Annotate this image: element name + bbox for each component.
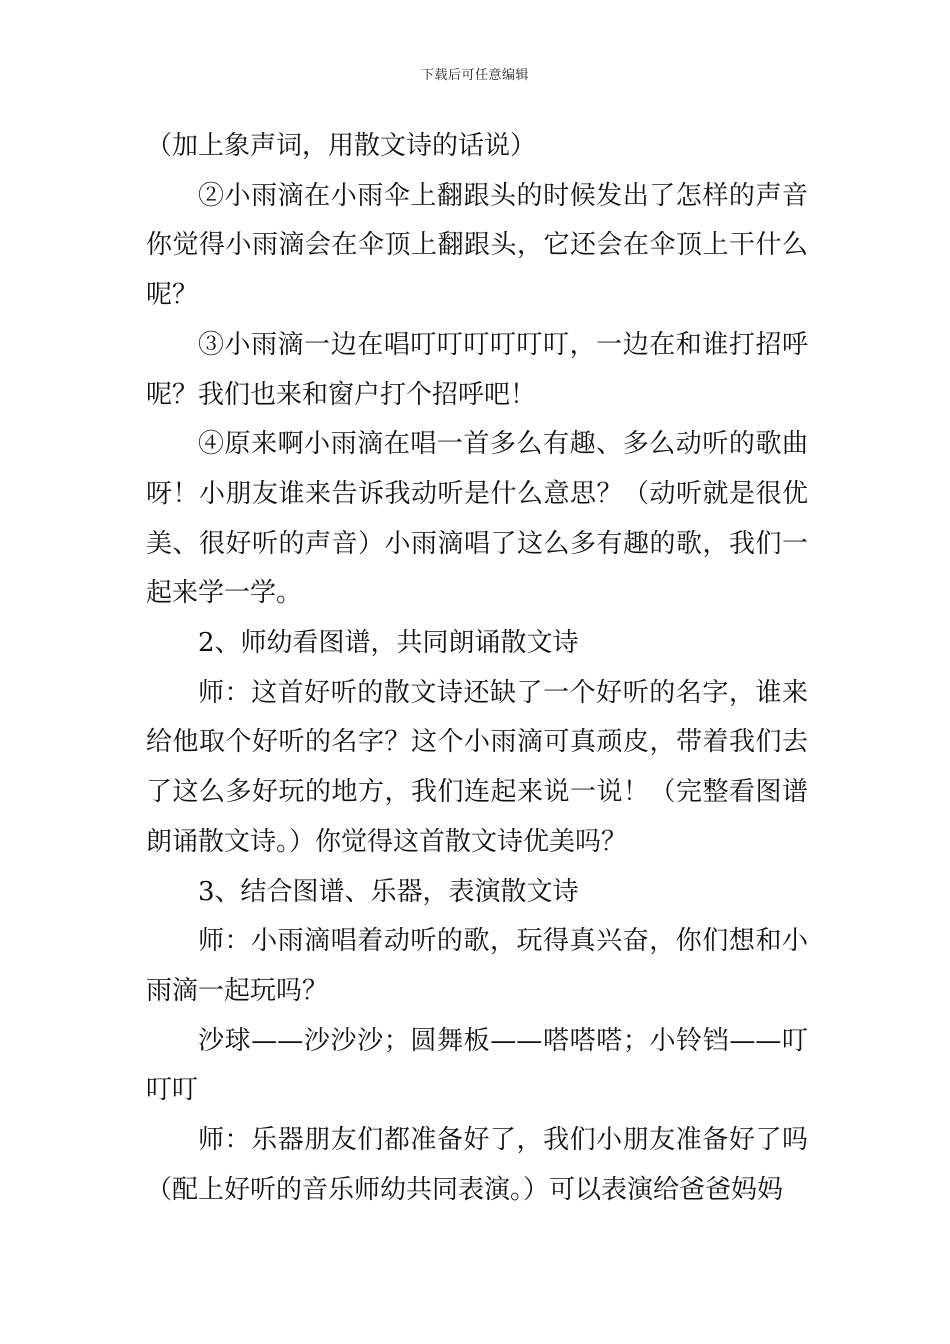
section-heading-3: 3、结合图谱、乐器，表演散文诗: [198, 876, 579, 907]
paragraph-4: ④原来啊小雨滴在唱一首多么有趣、多么动听的歌曲呀！小朋友谁来告诉我动听是什么意思？（动听就是很优美、很好听的声音）小雨滴唱了这么多有趣的歌，我们一起来学一学。: [146, 429, 808, 609]
paragraph-8: 师：小雨滴唱着动听的歌，玩得真兴奋，你们想和小雨滴一起玩吗？: [146, 926, 808, 1006]
paragraph-6: 师：这首好听的散文诗还缺了一个好听的名字，谁来给他取个好听的名字？这个小雨滴可真顽皮，带着我们去了这么多好玩的地方，我们连起来说一说！（完整看图谱朗诵散文诗。）你觉得这首散文诗优美吗？: [146, 677, 808, 857]
paragraph-9: 沙球——沙沙沙；圆舞板——嗒嗒嗒；小铃铛——叮叮叮: [146, 1025, 808, 1106]
section-heading-2: 2、师幼看图谱，共同朗诵散文诗: [198, 628, 579, 659]
document-body: [146, 122, 808, 1215]
paragraph-1: （加上象声词，用散文诗的话说）: [146, 131, 537, 161]
paragraph-2: ②小雨滴在小雨伞上翻跟头的时候发出了怎样的声音你觉得小雨滴会在伞顶上翻跟头，它还会在伞顶上干什么呢？: [146, 180, 808, 311]
page-header: 下载后可任意编辑: [420, 68, 529, 83]
paragraph-3: ③小雨滴一边在唱叮叮叮叮叮叮，一边在和谁打招呼呢？我们也来和窗户打个招呼吧！: [146, 329, 808, 410]
paragraph-10: 师：乐器朋友们都准备好了，我们小朋友准备好了吗（配上好听的音乐师幼共同表演。）可以表演给爸爸妈妈: [146, 1125, 808, 1205]
